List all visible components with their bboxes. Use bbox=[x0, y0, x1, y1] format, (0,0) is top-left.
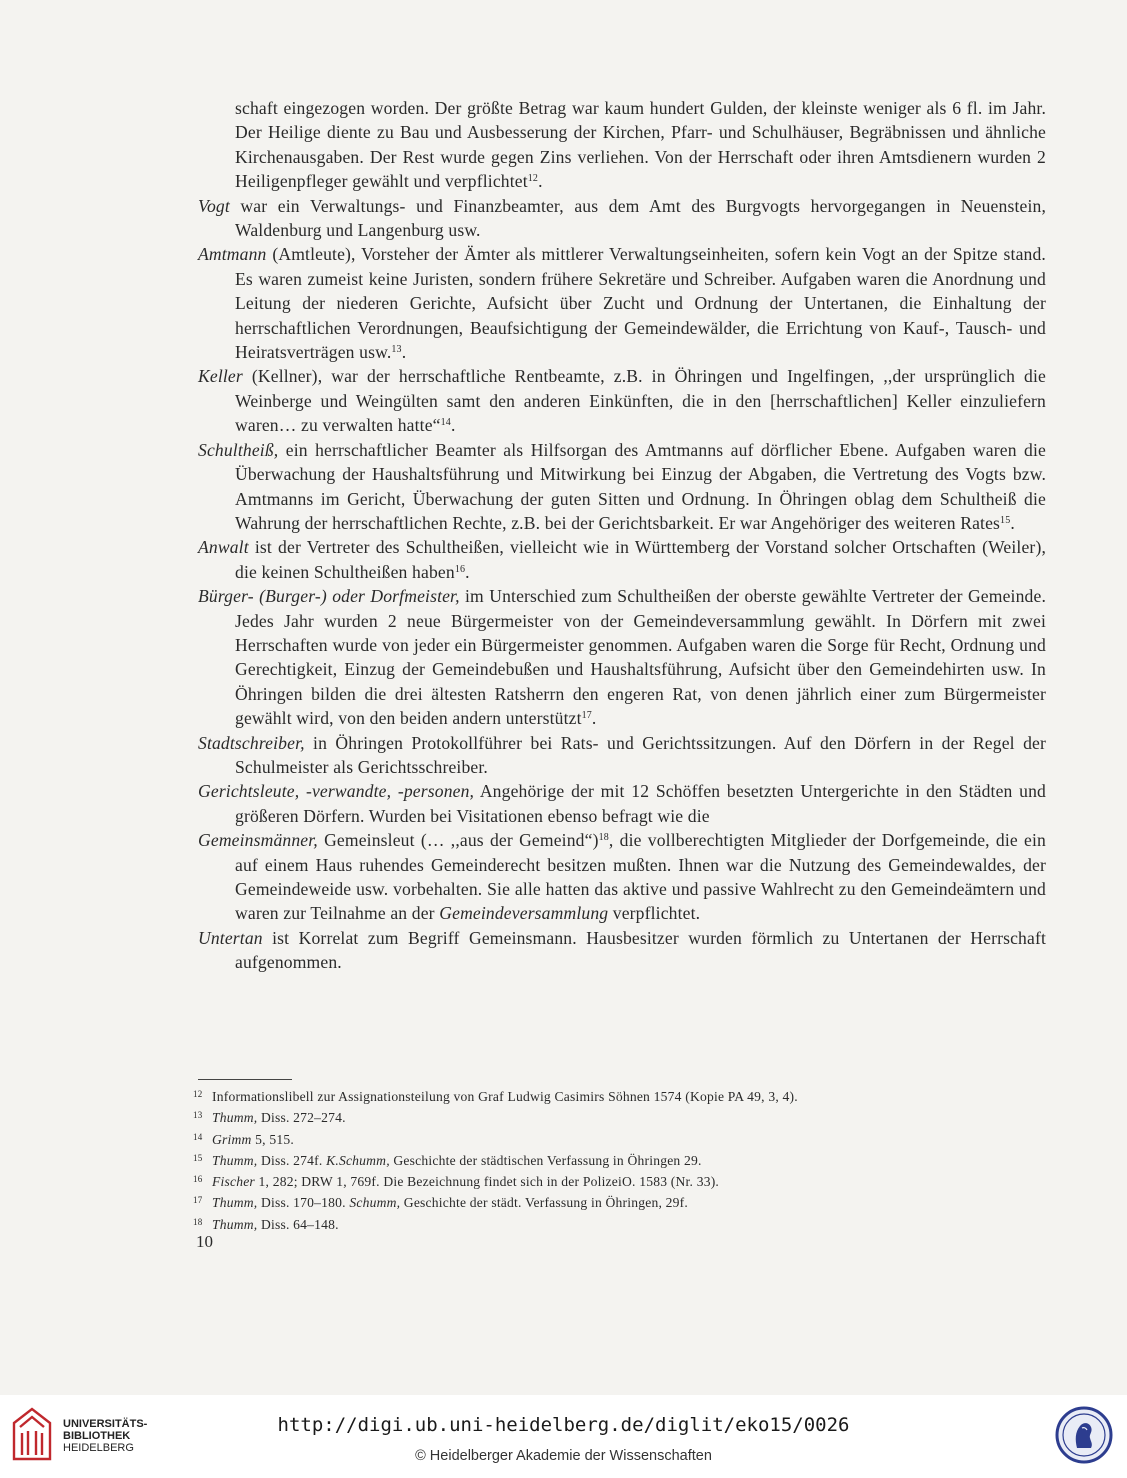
footnote-ref: 15 bbox=[1000, 514, 1011, 526]
entry-term: Stadtschreiber, bbox=[198, 732, 305, 753]
footnote-15 bbox=[193, 1149, 1053, 1170]
entry-text: , die vollberechtigten Mitglieder der Dorfgemeinde, die ein auf einem Haus ruhendes Gemeinderecht besitzen mußten. Ihnen war die Nutzung des Gemeindewaldes, der Gemeindeweide usw. vorbehalten. Sie alle hatten das aktive und passive Wahlrecht zu den Gemeindeämtern und waren zur Teilnahme an der bbox=[235, 830, 1046, 924]
footnote-author: Thumm, bbox=[212, 1195, 258, 1211]
footnote-rule bbox=[198, 1079, 292, 1080]
footnote-ref: 17 bbox=[581, 710, 592, 722]
footnote-text: Informationslibell zur Assignationsteilung von Graf Ludwig Casimirs Söhnen 1574 (Kopie PA 49, 3, 4). bbox=[212, 1089, 798, 1104]
entry-term: Bürger- (Burger-) oder Dorfmeister, bbox=[198, 586, 460, 607]
glossary-entry-gerichtsleute bbox=[198, 779, 1046, 828]
entry-text: ist der Vertreter des Schultheißen, vielleicht wie in Württemberg der Vorstand solcher Ortschaften (Weiler), die keinen Schultheißen haben bbox=[235, 537, 1046, 582]
entry-term: Gemeinsmänner, bbox=[198, 830, 318, 851]
entry-text: schaft eingezogen worden. Der größte Betrag war kaum hundert Gulden, der kleinste weniger als 6 fl. im Jahr. Der Heilige diente zu Bau und Ausbesserung der Kirchen, Pfarr- und Schulhäuser, Begräbnissen und ähnliche Kirchenausgaben. Der Rest wurde gegen Zins verliehen. Von der Herrschaft oder ihren Amtsdienern wurden 2 Heiligenpfleger gewählt und verpflichtet bbox=[235, 98, 1046, 192]
footnote-16 bbox=[193, 1170, 1053, 1191]
entry-term: Schultheiß, bbox=[198, 439, 279, 460]
library-name-line3: HEIDELBERG bbox=[63, 1442, 134, 1454]
entry-term: Vogt bbox=[198, 195, 230, 216]
footnote-number: 17 bbox=[193, 1195, 203, 1206]
footnote-text: Diss. 170–180. bbox=[257, 1195, 350, 1211]
entry-text: in Öhringen Protokollführer bei Rats- und Gerichtssitzungen. Auf den Dörfern in der Regel der Schulmeister als Gerichtsschreiber. bbox=[235, 732, 1046, 777]
footnote-text: Diss. 64–148. bbox=[257, 1216, 339, 1232]
entry-text: im Unterschied zum Schultheißen der oberste gewählte Vertreter der Gemeinde. Jedes Jahr wurden 2 neue Bürgermeister von der Gemeindeversammlung gewählt. In Dörfern mit zwei Herrschaften wurde von jeder ein Bürgermeister genommen. Aufgaben waren die Sorge für Recht, Ordnung und Gerechtigkeit, Einzug der Gemeindebußen und Haushaltsführung, Aufsicht über den Gemeindehirten usw. In Öhringen bilden die drei ältesten Ratsherrn den engeren Rat, von denen jährlich einer zum Bürgermeister gewählt wird, von den beiden andern unterstützt bbox=[235, 586, 1046, 729]
footnote-text: 5, 515. bbox=[251, 1131, 294, 1147]
footnote-author: Thumm, bbox=[212, 1216, 258, 1232]
glossary-entry-vogt bbox=[198, 194, 1046, 243]
entry-text: Angehörige der mit 12 Schöffen besetzten Untergerichte in den Städten und größeren Dörfern. Wurden bei Visitationen ebenso befragt wie die bbox=[235, 781, 1046, 826]
footnote-12 bbox=[193, 1085, 1053, 1106]
glossary-entry-buerger bbox=[198, 584, 1046, 730]
footnote-text: Geschichte der städtischen Verfassung in Öhringen 29. bbox=[389, 1152, 702, 1168]
entry-text: . bbox=[450, 415, 456, 436]
footnote-number: 16 bbox=[193, 1174, 203, 1185]
glossary-entry-stadtschreiber bbox=[198, 731, 1046, 780]
footnote-author: Schumm, bbox=[349, 1195, 401, 1211]
entry-text: (Amtleute), Vorsteher der Ämter als mittlerer Verwaltungseinheiten, sofern kein Vogt an der Spitze stand. Es waren zumeist keine Juristen, sondern frühere Sekretäre und Schreiber. Aufgaben waren die Anordnung und Leitung der niederen Gerichte, Aufsicht über Zucht und Ordnung der Untertanen, die Einhaltung der herrschaftlichen Verordnungen, Beaufsichtigung der Gemeindewälder, die Errichtung von Kauf-, Tausch- und Heiratsverträgen usw. bbox=[235, 244, 1046, 363]
footnotes bbox=[193, 1085, 1053, 1234]
entry-term: Keller bbox=[198, 366, 243, 387]
entry-term: Gerichtsleute, -verwandte, -personen, bbox=[198, 781, 475, 802]
glossary-text bbox=[198, 96, 1046, 975]
footnote-text: 1, 282; DRW 1, 769f. Die Bezeichnung findet sich in der PolizeiO. 1583 (Nr. 33). bbox=[254, 1174, 720, 1190]
entry-text: war ein Verwaltungs- und Finanzbeamter, aus dem Amt des Burgvogts hervorgegangen in Neuenstein, Waldenburg und Langenburg usw. bbox=[229, 195, 1046, 241]
entry-text: verpflichtet. bbox=[608, 903, 701, 924]
footnote-number: 12 bbox=[193, 1089, 203, 1099]
footnote-text: Diss. 274f. bbox=[257, 1152, 327, 1168]
library-name-line1: UNIVERSITÄTS- bbox=[63, 1418, 148, 1430]
permalink-url[interactable]: http://digi.ub.uni-heidelberg.de/diglit/eko15/0026 bbox=[277, 1414, 850, 1436]
footnote-author: Grimm bbox=[212, 1131, 252, 1147]
entry-text: . bbox=[538, 171, 543, 192]
academy-seal-icon[interactable] bbox=[1055, 1406, 1113, 1464]
footnote-ref: 12 bbox=[527, 173, 539, 185]
footnote-ref: 14 bbox=[440, 417, 451, 429]
viewer-footer bbox=[0, 1395, 1127, 1478]
entry-text: . bbox=[465, 561, 470, 582]
footnote-text: Geschichte der städt. Verfassung in Öhringen, 29f. bbox=[400, 1195, 688, 1211]
glossary-entry-untertan bbox=[198, 926, 1046, 975]
footnote-author: Thumm, bbox=[212, 1152, 258, 1168]
page-number: 10 bbox=[196, 1232, 213, 1251]
entry-text: ein herrschaftlicher Beamter als Hilfsorgan des Amtmanns auf dörflicher Ebene. Aufgaben waren die Überwachung der Haushaltsführung und Mitwirkung bei Einzug der Abgaben, die Vertretung des Vogts bzw. Amtmanns im Gericht, Überwachung der guten Sitten und Ordnung. In Öhringen oblag dem Schultheiß die Wahrung der herrschaftlichen Rechte, z.B. bei der Gerichtsbarkeit. Er war Angehöriger des weiteren Rates bbox=[235, 439, 1046, 533]
glossary-entry-amtmann bbox=[198, 242, 1046, 364]
entry-term: Gemeindeversammlung bbox=[439, 903, 609, 924]
entry-term: Untertan bbox=[198, 927, 263, 948]
footnote-number: 14 bbox=[193, 1131, 203, 1142]
footnote-14 bbox=[193, 1128, 1053, 1149]
entry-text: Gemeinsleut (… ,,aus der Gemeind“) bbox=[317, 830, 599, 851]
glossary-entry-keller bbox=[198, 364, 1046, 437]
footnote-13 bbox=[193, 1106, 1053, 1127]
glossary-entry-gemeinsmaenner bbox=[198, 828, 1046, 926]
entry-text: ist Korrelat zum Begriff Gemeinsmann. Hausbesitzer wurden förmlich zu Untertanen der Herrschaft aufgenommen. bbox=[235, 927, 1046, 973]
glossary-entry-anwalt bbox=[198, 535, 1046, 584]
entry-term: Amtmann bbox=[198, 244, 267, 265]
footnote-number: 18 bbox=[193, 1216, 203, 1227]
entry-text: . bbox=[1010, 512, 1015, 533]
footnote-author: K.Schumm, bbox=[326, 1152, 390, 1168]
footnote-author: Fischer bbox=[212, 1174, 255, 1190]
copyright-notice: © Heidelberger Akademie der Wissenschaften bbox=[415, 1448, 712, 1464]
footnote-number: 13 bbox=[193, 1110, 203, 1121]
entry-text: . bbox=[401, 342, 407, 363]
footnote-text: Diss. 272–274. bbox=[257, 1110, 346, 1126]
footnote-17 bbox=[193, 1191, 1053, 1212]
glossary-entry-schultheiss bbox=[198, 438, 1046, 536]
entry-text: (Kellner), war der herrschaftliche Rentbeamte, z.B. in Öhringen und Ingelfingen, ,,der ursprünglich die Weinberge und Weingülten samt den anderen Einkünften, die in den [herrschaftlichen] Keller einzuliefern waren… zu verwalten hatte“ bbox=[235, 366, 1046, 436]
glossary-entry-cont-0 bbox=[198, 96, 1046, 194]
footnote-author: Thumm, bbox=[212, 1110, 258, 1126]
entry-term: Anwalt bbox=[198, 537, 249, 558]
footnote-ref: 16 bbox=[454, 563, 466, 575]
footnote-ref: 18 bbox=[598, 832, 609, 844]
library-name-line2: BIBLIOTHEK bbox=[63, 1430, 131, 1442]
entry-text: . bbox=[591, 708, 597, 729]
footnote-18 bbox=[193, 1213, 1053, 1234]
footnote-ref: 13 bbox=[391, 344, 402, 356]
footnote-number: 15 bbox=[193, 1152, 203, 1163]
